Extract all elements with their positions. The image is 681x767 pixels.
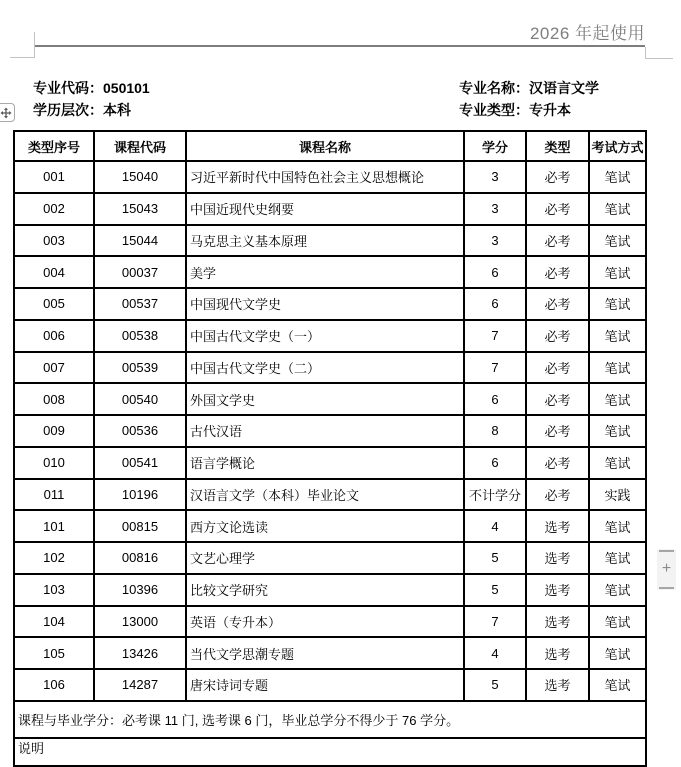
cell-type-no: 005 — [14, 288, 94, 320]
course-table — [13, 130, 647, 767]
cell-type-no: 103 — [14, 574, 94, 606]
course-row — [14, 606, 646, 638]
cell-credits: 5 — [464, 669, 526, 701]
cell-course-code: 00540 — [94, 383, 186, 415]
cell-course-code: 00537 — [94, 288, 186, 320]
cell-course-type: 必考 — [526, 256, 589, 288]
column-header-course-code: 课程代码 — [94, 131, 186, 161]
course-table-body — [14, 161, 646, 701]
cell-credits: 8 — [464, 415, 526, 447]
four-way-arrow-icon — [0, 107, 12, 119]
course-row — [14, 637, 646, 669]
cell-type-no: 106 — [14, 669, 94, 701]
course-row — [14, 510, 646, 542]
cell-exam-method: 笔试 — [589, 383, 646, 415]
cell-exam-method: 笔试 — [589, 510, 646, 542]
cell-course-name: 比较文学研究 — [186, 574, 464, 606]
cell-type-no: 009 — [14, 415, 94, 447]
course-row — [14, 669, 646, 701]
cell-course-type: 选考 — [526, 669, 589, 701]
cell-course-name: 古代汉语 — [186, 415, 464, 447]
cell-course-code: 00815 — [94, 510, 186, 542]
course-row — [14, 447, 646, 479]
cell-exam-method: 笔试 — [589, 193, 646, 225]
cell-exam-method: 笔试 — [589, 256, 646, 288]
course-table-header — [14, 131, 646, 161]
cell-course-name: 语言学概论 — [186, 447, 464, 479]
notes-section-label: 说明 — [14, 738, 646, 766]
education-level-line — [33, 99, 150, 121]
cell-credits: 6 — [464, 447, 526, 479]
cell-course-code: 00816 — [94, 542, 186, 574]
course-row — [14, 320, 646, 352]
cell-type-no: 101 — [14, 510, 94, 542]
cell-credits: 3 — [464, 161, 526, 193]
cell-credits: 6 — [464, 383, 526, 415]
cell-type-no: 010 — [14, 447, 94, 479]
cell-course-type: 必考 — [526, 447, 589, 479]
cell-course-type: 必考 — [526, 288, 589, 320]
major-type-value: 专升本 — [529, 102, 571, 118]
cell-course-name: 中国现代文学史 — [186, 288, 464, 320]
course-row — [14, 542, 646, 574]
cell-exam-method: 笔试 — [589, 352, 646, 384]
cell-exam-method: 笔试 — [589, 542, 646, 574]
cell-type-no: 002 — [14, 193, 94, 225]
cell-course-code: 10196 — [94, 479, 186, 511]
cell-credits: 4 — [464, 637, 526, 669]
cell-course-name: 唐宋诗词专题 — [186, 669, 464, 701]
side-scroll-widget[interactable] — [657, 549, 676, 590]
cell-type-no: 006 — [14, 320, 94, 352]
cell-credits: 5 — [464, 574, 526, 606]
cell-course-type: 必考 — [526, 193, 589, 225]
cell-course-name: 中国古代文学史（二） — [186, 352, 464, 384]
cell-course-code: 14287 — [94, 669, 186, 701]
graduation-credits-note: 课程与毕业学分：必考课 11 门, 选考课 6 门，毕业总学分不得少于 76 学分。 — [14, 701, 646, 738]
cell-course-type: 选考 — [526, 606, 589, 638]
cell-course-code: 00037 — [94, 256, 186, 288]
course-row — [14, 479, 646, 511]
cell-credits: 4 — [464, 510, 526, 542]
major-name-label: 专业名称： — [459, 80, 529, 96]
cell-course-code: 15044 — [94, 225, 186, 257]
cell-course-name: 中国近现代史纲要 — [186, 193, 464, 225]
cell-type-no: 007 — [14, 352, 94, 384]
cell-course-code: 00541 — [94, 447, 186, 479]
major-name-line — [459, 77, 599, 99]
cell-course-type: 必考 — [526, 225, 589, 257]
cell-course-name: 英语（专升本） — [186, 606, 464, 638]
cell-course-type: 必考 — [526, 161, 589, 193]
cell-course-type: 选考 — [526, 574, 589, 606]
header-row — [14, 131, 646, 161]
major-code-line — [33, 77, 150, 99]
course-row — [14, 288, 646, 320]
cell-type-no: 102 — [14, 542, 94, 574]
course-row — [14, 193, 646, 225]
cell-credits: 7 — [464, 352, 526, 384]
meta-right-block — [459, 77, 599, 121]
cell-course-code: 13000 — [94, 606, 186, 638]
cell-exam-method: 笔试 — [589, 288, 646, 320]
column-header-type-no: 类型序号 — [14, 131, 94, 161]
cell-course-type: 选考 — [526, 637, 589, 669]
cell-course-name: 中国古代文学史（一） — [186, 320, 464, 352]
cell-course-name: 文艺心理学 — [186, 542, 464, 574]
column-header-credits: 学分 — [464, 131, 526, 161]
cell-course-code: 00539 — [94, 352, 186, 384]
cell-course-code: 00538 — [94, 320, 186, 352]
column-header-type: 类型 — [526, 131, 589, 161]
cell-exam-method: 笔试 — [589, 415, 646, 447]
cell-course-code: 15040 — [94, 161, 186, 193]
cell-exam-method: 笔试 — [589, 606, 646, 638]
margin-mark-left-horizontal — [10, 57, 35, 58]
course-row — [14, 352, 646, 384]
major-type-label: 专业类型： — [459, 102, 529, 118]
table-move-handle[interactable] — [0, 103, 15, 122]
cell-course-code: 10396 — [94, 574, 186, 606]
cell-type-no: 104 — [14, 606, 94, 638]
cell-type-no: 105 — [14, 637, 94, 669]
graduation-credits-row — [14, 701, 646, 738]
cell-credits: 5 — [464, 542, 526, 574]
margin-mark-left-vertical — [34, 32, 35, 58]
course-table-footer — [14, 701, 646, 766]
cell-course-name: 美学 — [186, 256, 464, 288]
cell-type-no: 011 — [14, 479, 94, 511]
meta-left-block — [33, 77, 150, 121]
header-rule — [35, 45, 645, 47]
cell-credits: 不计学分 — [464, 479, 526, 511]
cell-course-code: 00536 — [94, 415, 186, 447]
cell-course-type: 选考 — [526, 542, 589, 574]
usage-note: 2026 年起使用 — [529, 24, 645, 43]
cell-exam-method: 笔试 — [589, 225, 646, 257]
cell-course-name: 当代文学思潮专题 — [186, 637, 464, 669]
course-row — [14, 256, 646, 288]
course-row — [14, 415, 646, 447]
plus-icon: + — [661, 559, 672, 577]
cell-type-no: 003 — [14, 225, 94, 257]
side-widget-top-bar — [659, 550, 674, 552]
side-widget-bottom-bar — [659, 587, 674, 589]
cell-exam-method: 实践 — [589, 479, 646, 511]
cell-course-name: 外国文学史 — [186, 383, 464, 415]
course-row — [14, 161, 646, 193]
cell-course-type: 必考 — [526, 320, 589, 352]
major-name-value: 汉语言文学 — [529, 80, 599, 96]
cell-type-no: 008 — [14, 383, 94, 415]
cell-exam-method: 笔试 — [589, 447, 646, 479]
cell-exam-method: 笔试 — [589, 574, 646, 606]
cell-course-name: 汉语言文学（本科）毕业论文 — [186, 479, 464, 511]
cell-course-type: 必考 — [526, 479, 589, 511]
major-code-value: 050101 — [103, 80, 150, 96]
cell-credits: 7 — [464, 606, 526, 638]
column-header-course-name: 课程名称 — [186, 131, 464, 161]
major-code-label: 专业代码： — [33, 80, 103, 96]
major-type-line — [459, 99, 599, 121]
cell-course-code: 13426 — [94, 637, 186, 669]
course-row — [14, 225, 646, 257]
cell-course-name: 西方文论选读 — [186, 510, 464, 542]
cell-type-no: 004 — [14, 256, 94, 288]
cell-type-no: 001 — [14, 161, 94, 193]
cell-course-name: 马克思主义基本原理 — [186, 225, 464, 257]
column-header-exam-method: 考试方式 — [589, 131, 646, 161]
cell-credits: 7 — [464, 320, 526, 352]
course-row — [14, 383, 646, 415]
cell-exam-method: 笔试 — [589, 161, 646, 193]
cell-course-code: 15043 — [94, 193, 186, 225]
cell-exam-method: 笔试 — [589, 669, 646, 701]
education-level-value: 本科 — [103, 102, 131, 118]
cell-course-name: 习近平新时代中国特色社会主义思想概论 — [186, 161, 464, 193]
margin-mark-right-horizontal — [645, 58, 673, 59]
course-row — [14, 574, 646, 606]
notes-section-row — [14, 738, 646, 766]
cell-course-type: 必考 — [526, 352, 589, 384]
cell-exam-method: 笔试 — [589, 637, 646, 669]
cell-exam-method: 笔试 — [589, 320, 646, 352]
cell-credits: 3 — [464, 193, 526, 225]
cell-course-type: 选考 — [526, 510, 589, 542]
education-level-label: 学历层次： — [33, 102, 103, 118]
cell-course-type: 必考 — [526, 415, 589, 447]
cell-credits: 3 — [464, 225, 526, 257]
cell-course-type: 必考 — [526, 383, 589, 415]
cell-credits: 6 — [464, 256, 526, 288]
cell-credits: 6 — [464, 288, 526, 320]
